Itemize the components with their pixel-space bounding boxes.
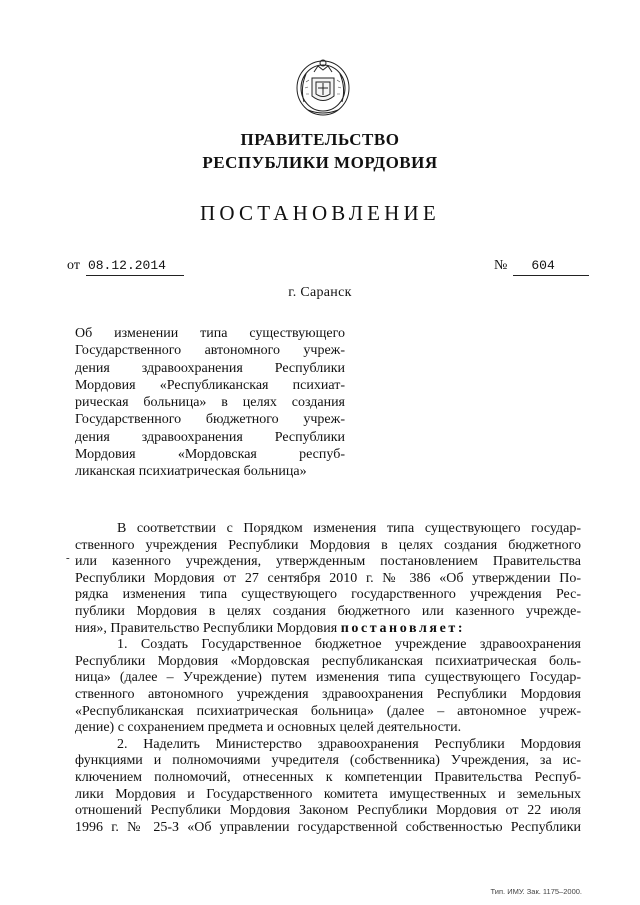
body-line: ния», Правительство Республики Мордовия [75,620,338,636]
body-line: ница» (далее – Учреждение) путем изменения типа существующего Государ- [75,670,581,686]
body-line: 2. Наделить Министерство здравоохранения Республики Мордовия [117,736,581,752]
city-line: г. Саранск [288,285,352,300]
body-line: ственного автономного учреждения здравоохранения Республики Мордовия [75,686,581,702]
resolves-word: постановляет: [340,620,466,636]
body-line: ключением полномочий, отнесенных к компетенции Правительства Респуб- [75,769,581,785]
document-number [494,257,589,276]
subject-line: Государственного автономного учреж- [75,343,345,359]
document-body [75,521,581,836]
number-value: 604 [513,257,589,276]
subject-line: ликанская психиатрическая больница» [75,464,307,480]
government-name-line-2: РЕСПУБЛИКИ МОРДОВИЯ [202,153,438,172]
subject-line: Об изменении типа существующего [75,326,345,341]
body-line: публики Мордовия в целях создания бюджетного или казенного учрежде- [75,603,581,619]
body-line: 1. Создать Государственное бюджетное учреждение здравоохранения [117,637,581,653]
date-value: 08.12.2014 [86,257,184,276]
subject-line: Мордовия «Мордовская респуб- [75,447,345,463]
subject-line: рическая больница» в целях создания [75,395,345,411]
subject-line: Мордовия «Республиканская психиат- [75,377,345,393]
subject-line: дения здравоохранения Республики [75,360,345,376]
date-prefix: от [67,258,80,273]
body-line: Республики Мордовия «Мордовская республиканская психиатрическая боль- [75,653,581,669]
body-line-resolves [75,621,581,638]
government-name-line-1: ПРАВИТЕЛЬСТВО [240,130,400,149]
number-prefix: № [494,258,508,273]
body-line: Республики Мордовия от 27 сентября 2010 г. № 386 «Об утверждении По- [75,570,581,586]
document-type-title: ПОСТАНОВЛЕНИЕ [200,201,440,225]
subject-line: дения здравоохранения Республики [75,429,345,445]
margin-mark: - [66,552,70,564]
body-line: или казенного учреждения, утвержденным постановлением Правительства [75,554,581,570]
body-line: лики Мордовия и Государственного комитета имущественных и земельных [75,786,581,802]
body-line: «Республиканская психиатрическая больница» (далее – автономное учреж- [75,703,581,719]
body-line: дение) с сохранением предмета и основных целей деятельности. [75,720,462,736]
body-line: функциями и полномочиями учредителя (собственника) Учреждения, за ис- [75,753,581,769]
body-line: отношений Республики Мордовия Законом Республики Мордовия от 22 июля [75,803,581,819]
body-line: 1996 г. № 25-З «Об управлении государственной собственностью Республики [75,819,581,835]
body-line: ственного учреждения Республики Мордовия в целях создания бюджетного [75,537,581,553]
body-line: В соответствии с Порядком изменения типа существующего государ- [117,521,581,536]
document-date [67,257,184,276]
print-footer: Тип. ИМУ. Зак. 1175–2000. [490,887,582,896]
coat-of-arms-icon [292,52,354,118]
body-line: рядка изменения типа существующего государственного учреждения Рес- [75,587,581,603]
document-subject [75,325,345,481]
subject-line: Государственного бюджетного учреж- [75,412,345,428]
